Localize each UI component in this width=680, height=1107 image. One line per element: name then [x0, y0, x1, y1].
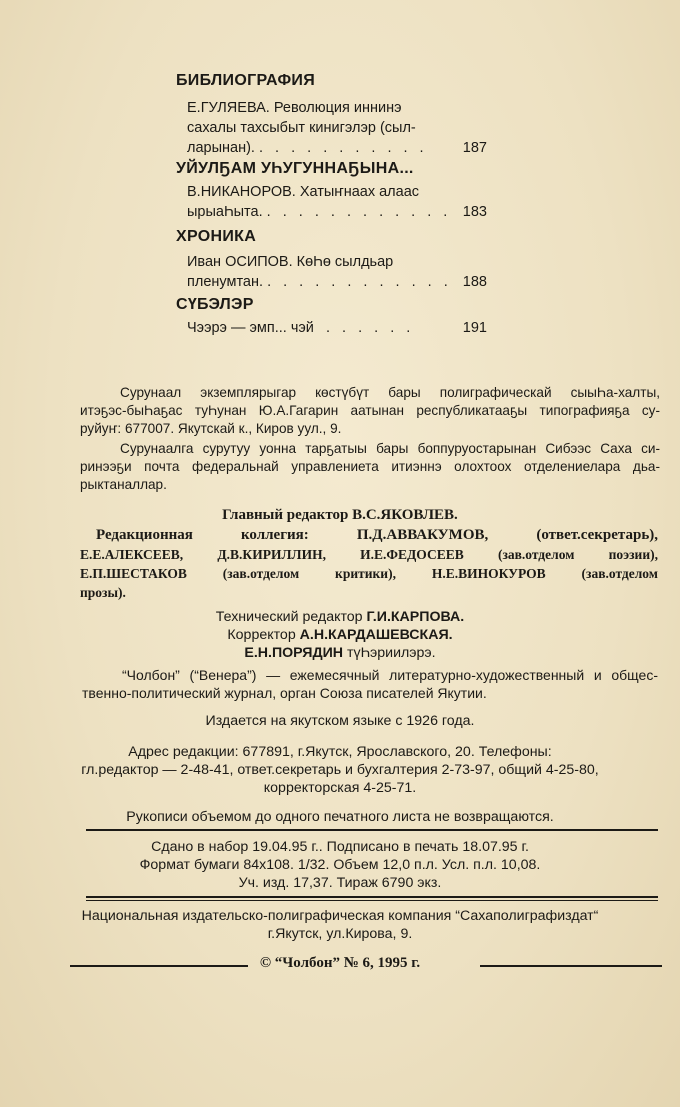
technical-editor: Технический редактор Г.И.КАРПОВА.: [215, 609, 465, 625]
entry-line: ларынан).: [187, 140, 255, 156]
editorial-board: Редакционная коллегия: П.Д.АВВАКУМОВ, (ответ.секретарь), Е.Е.АЛЕКСЕЕВ, Д.В.КИРИЛЛИН, И.Е.ФЕДОСЕЕВ (зав.отделом поэзии), Е.П.ШЕСТАКОВ (зав.отделом критики), Н.Е.ВИНОКУРОВ (зав.отделом прозы).: [80, 527, 658, 600]
page-number: 191: [462, 320, 487, 336]
divider: [86, 896, 658, 898]
imprint-line: Уч. изд. 17,37. Тираж 6790 экз.: [238, 875, 442, 891]
page-number: 187: [462, 140, 487, 156]
entry-line: Иван ОСИПОВ. КөҺө сылдьар: [187, 254, 394, 270]
divider: [86, 829, 658, 831]
divider: [480, 965, 662, 967]
dot-leader: . . . . . . . . . . .: [258, 140, 428, 156]
subscription-paragraph-2: Сурунаалга сурутуу уонна тарҕатыы бары боппуруостарынан Сибээс Саха си- ринээҕи почта федеральнай управлениета итиэннэ олохтоох отделениелара дьа- рыктаналлар.: [80, 441, 660, 492]
address-line: Адрес редакции: 677891, г.Якутск, Ярославского, 20. Телефоны:: [128, 744, 552, 760]
manuscripts-note: Рукописи объемом до одного печатного листа не возвращаются.: [126, 809, 554, 825]
imprint-line: Формат бумаги 84х108. 1/32. Объем 12,0 п.л. Усл. п.л. 10,08.: [139, 857, 541, 873]
imprint-line: Сдано в набор 19.04.95 г.. Подписано в печать 18.07.95 г.: [151, 839, 529, 855]
phones-line: корректорская 4-25-71.: [263, 780, 417, 796]
contents-entry: [187, 98, 487, 158]
page-number: 183: [462, 204, 487, 220]
journal-description: “Чолбон” (“Венера”) — ежемесячный литературно-художественный и общес- твенно-политический журнал, орган Союза писателей Якутии.: [82, 667, 658, 701]
entry-line: Е.ГУЛЯЕВА. Революция иннинэ: [187, 100, 402, 116]
contents-entry: [187, 252, 487, 292]
proofreader: Корректор А.Н.КАРДАШЕВСКАЯ.: [227, 627, 453, 643]
dot-leader: . . . . . .: [325, 320, 415, 336]
publisher-address: г.Якутск, ул.Кирова, 9.: [267, 926, 413, 942]
section-heading-bibliography: БИБЛИОГРАФИЯ: [176, 72, 316, 89]
illustrator: Е.Н.ПОРЯДИН түҺэриилэрэ.: [244, 645, 436, 661]
entry-line: сахалы тахсыбыт кинигэлэр (сыл-: [187, 120, 416, 136]
section-heading-chronicle: ХРОНИКА: [176, 228, 257, 245]
chief-editor: Главный редактор В.С.ЯКОВЛЕВ.: [222, 507, 458, 523]
entry-line: ырыаҺыта.: [187, 204, 263, 220]
copyright: © “Чолбон” № 6, 1995 г.: [259, 955, 421, 971]
dot-leader: . . . . . . . . . . . .: [267, 274, 452, 290]
divider: [86, 900, 658, 901]
subscription-paragraph-1: Сурунаал экземплярыгар көстүбүт бары полиграфическай сыыҺа-халты, итэҕэс-быҺаҕас туҺунан Ю.А.Гагарин аатынан республикатааҕы типографияҕа су- руйуҥ: 677007. Якутскай к., Киров уул., 9.: [80, 385, 660, 436]
dot-leader: . . . . . . . . . . . .: [266, 204, 452, 220]
section-heading-uyulgam: УЙУЛҔАМ УҺУГУННАҔЫНА...: [176, 160, 414, 177]
entry-line: В.НИКАНОРОВ. Хатыҥнаах алаас: [187, 184, 420, 200]
publisher-name: Национальная издательско-полиграфическая компания “Сахаполиграфиздат“: [81, 908, 599, 924]
entry-line: пленумтан.: [187, 274, 264, 290]
contents-entry: [187, 182, 487, 222]
section-heading-advice: СҮБЭЛЭР: [176, 296, 254, 313]
page-number: 188: [462, 274, 487, 290]
publication-language: Издается на якутском языке с 1926 года.: [205, 713, 475, 729]
entry-line: Чээрэ — эмп... чэй: [187, 320, 314, 336]
phones-line: гл.редактор — 2-48-41, ответ.секретарь и бухгалтерия 2-73-97, общий 4-25-80,: [81, 762, 599, 778]
contents-entry: [187, 318, 487, 338]
